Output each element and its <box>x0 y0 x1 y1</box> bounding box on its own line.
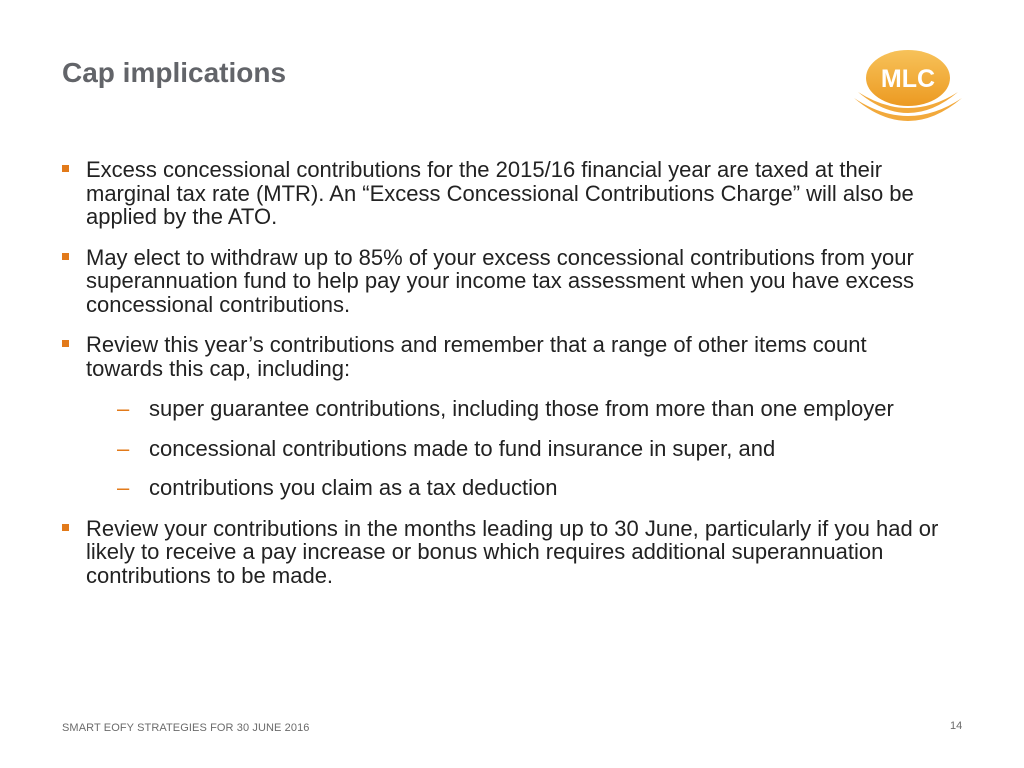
bullet-item <box>62 246 942 317</box>
sub-bullet-item <box>86 397 942 421</box>
square-bullet-icon <box>62 524 69 531</box>
slide-title: Cap implications <box>62 57 287 88</box>
bullet-text: Review this year’s contributions and remember that a range of other items count towards this cap, including: <box>86 332 867 381</box>
logo-text: MLC <box>880 65 936 93</box>
bullet-text: Review your contributions in the months leading up to 30 June, particularly if you had or likely to receive a pay increase or bonus which requires additional superannuation contributions to be made. <box>86 515 939 588</box>
sub-bullet-item <box>86 437 942 461</box>
mlc-logo-icon <box>852 48 964 124</box>
square-bullet-icon <box>62 253 69 260</box>
bullet-list <box>62 158 942 604</box>
dash-bullet-icon: – <box>117 396 130 421</box>
bullet-item <box>62 517 942 588</box>
sub-bullet-text: contributions you claim as a tax deduction <box>149 475 558 500</box>
bullet-text: Excess concessional contributions for the 2015/16 financial year are taxed at their marginal tax rate (MTR). An “Excess Concessional Contributions Charge” will also be applied by the ATO. <box>86 157 914 229</box>
page-number: 14 <box>950 720 963 732</box>
square-bullet-icon <box>62 165 69 172</box>
sub-bullet-item <box>86 476 942 500</box>
bullet-text: May elect to withdraw up to 85% of your excess concessional contributions from your superannuation fund to help pay your income tax assessment when you have excess concessional contributions. <box>86 244 914 317</box>
mlc-logo <box>852 48 964 124</box>
sub-bullet-text: concessional contributions made to fund insurance in super, and <box>149 435 776 461</box>
sub-bullet-list <box>86 397 942 500</box>
square-bullet-icon <box>62 340 69 347</box>
bullet-item <box>62 333 942 500</box>
dash-bullet-icon: – <box>117 435 130 461</box>
sub-bullet-text: super guarantee contributions, including those from more than one employer <box>149 396 894 421</box>
footer-text: SMART EOFY STRATEGIES FOR 30 JUNE 2016 <box>62 722 310 734</box>
bullet-item <box>62 158 942 229</box>
dash-bullet-icon: – <box>117 475 130 500</box>
